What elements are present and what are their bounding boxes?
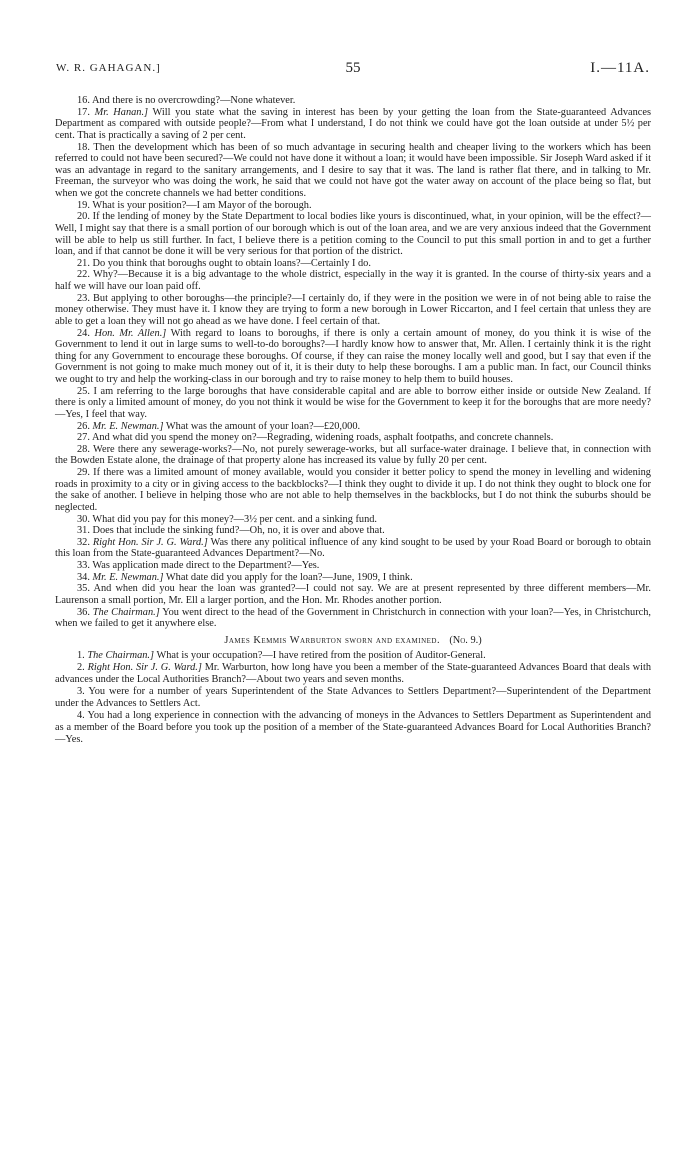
question-number: 22. — [77, 269, 90, 281]
speaker-name: The Chairman.] — [87, 650, 155, 662]
question-text: What was the amount of your loan?—£20,000. — [165, 420, 361, 432]
witness-heading-text: sworn and examined. — [345, 634, 441, 646]
question-text: Will you state what the saving in interest has been by your getting the loan from the State-guaranteed Advances Department as compared with outside people?—From what I understand, I do not think we could have got the loan outside at under 5½ per cent. That is practically a saving of 2 per cent. — [55, 106, 651, 141]
question-paragraph — [55, 710, 651, 746]
question-paragraph — [55, 537, 651, 560]
witness-heading-name: James Kemmis Warburton — [224, 634, 342, 646]
question-paragraph — [55, 662, 651, 686]
question-text: Was application made direct to the Department?—Yes. — [92, 560, 320, 571]
question-paragraph — [55, 686, 651, 710]
evidence-body — [55, 95, 651, 746]
question-text: Mr. Warburton, how long have you been a member of the State-guaranteed Advances Board that deals with advances under the Local Authorities Branch?—About two years and seven months. — [55, 662, 651, 686]
question-text: But applying to other boroughs—the principle?—I certainly do, if they were in the position we were in of not being able to raise the money otherwise. They must have it. I know they are trying to form a new borough in Lower Riccarton, and I feel certain that unless they are able to get a loan they will not go ahead as we have done. I feel certain of that. — [55, 292, 651, 327]
question-number: 30. — [77, 513, 90, 525]
question-text: You had a long experience in connection with the advancing of moneys in the Advances to Settlers Department as Superintendent and as a member of the Board before you took up the position of a member of the State-guaranteed Advances Board for Local Authorities Branch?—Yes. — [55, 709, 652, 745]
question-text: Do you think that boroughs ought to obtain loans?—Certainly I do. — [92, 257, 371, 269]
question-paragraph — [55, 560, 651, 572]
speaker-name: The Chairman.] — [92, 606, 160, 618]
question-paragraph — [55, 258, 651, 270]
question-paragraph — [55, 386, 651, 421]
question-paragraph — [55, 432, 651, 444]
page-number: 55 — [345, 60, 361, 76]
speaker-name: Mr. Hanan.] — [94, 106, 149, 118]
question-text: What is your occupation?—I have retired from the position of Auditor-General. — [156, 650, 486, 662]
question-number: 32. — [77, 536, 90, 548]
question-number: 2. — [77, 662, 85, 674]
question-text: What is your position?—I am Mayor of the borough. — [92, 199, 312, 211]
witness-heading-number: (No. 9.) — [449, 634, 482, 646]
question-number: 24. — [77, 327, 90, 339]
question-text: I am referring to the large boroughs that have considerable capital and are able to borrow either inside or outside New Zealand. If there is only a limited amount of money, do you not think it would be wise for the Government to keep it for the boroughs that are more needy?—Yes, I feel that way. — [55, 385, 651, 420]
question-number: 18. — [77, 141, 90, 153]
witness-heading — [55, 635, 651, 647]
question-number: 28. — [77, 443, 90, 455]
question-number: 25. — [77, 385, 90, 397]
question-text: What did you pay for this money?—3½ per cent. and a sinking fund. — [92, 513, 378, 525]
question-number: 31. — [77, 525, 90, 537]
question-number: 29. — [77, 467, 90, 478]
question-number: 35. — [77, 583, 90, 595]
question-paragraph — [55, 572, 651, 584]
question-text: And what did you spend the money on?—Regrading, widening roads, asphalt footpaths, and concrete channels. — [91, 432, 554, 444]
question-paragraph — [55, 269, 651, 292]
question-paragraph — [55, 211, 651, 258]
warburton-questions — [55, 650, 651, 745]
question-number: 34. — [77, 571, 90, 583]
question-number: 26. — [77, 420, 90, 432]
question-paragraph — [55, 467, 651, 514]
question-text: You went direct to the head of the Government in Christchurch in connection with your loan?—Yes, in Christchurch, when we failed to get it anywhere else. — [55, 606, 651, 630]
question-number: 19. — [77, 199, 90, 211]
question-number: 27. — [77, 432, 90, 444]
question-text: Were there any sewerage-works?—No, not purely sewerage-works, but all surface-water drainage. I believe that, in connection with the Bowden Estate alone, the drainage of that property alone has increased its value by fully 20 per cent. — [55, 443, 651, 467]
question-paragraph — [55, 650, 651, 662]
speaker-name: Mr. E. Newman.] — [92, 571, 164, 583]
question-text: And when did you hear the loan was granted?—I could not say. We are at present represented by three different members—Mr. Laurenson a small portion, Mr. Ell a larger portion, and the Hon. Mr. Rhodes another portion. — [55, 583, 651, 606]
question-paragraph — [55, 444, 651, 467]
question-text: What date did you apply for the loan?—June, 1909, I think. — [165, 571, 413, 583]
question-number: 16. — [77, 95, 90, 106]
question-number: 33. — [77, 560, 90, 571]
question-number: 4. — [77, 709, 85, 721]
evidence-questions — [55, 95, 651, 630]
question-text: You were for a number of years Superintendent of the State Advances to Settlers Department?—Superintendent of the Department under the Advances to Settlers Act. — [55, 686, 651, 709]
witness-name: W. R. GAHAGAN.] — [56, 62, 161, 74]
question-paragraph — [55, 514, 651, 526]
paper-reference: I.—11A. — [590, 60, 650, 76]
question-paragraph — [55, 583, 651, 606]
speaker-name: Mr. E. Newman.] — [92, 420, 164, 432]
question-text: Does that include the sinking fund?—Oh, no, it is over and above that. — [92, 525, 385, 537]
question-paragraph — [55, 200, 651, 212]
question-number: 23. — [77, 292, 90, 304]
question-paragraph — [55, 142, 651, 200]
page-header — [56, 60, 650, 80]
question-number: 21. — [77, 257, 90, 269]
question-paragraph — [55, 525, 651, 537]
question-number: 36. — [77, 606, 90, 618]
question-text: If there was a limited amount of money available, would you consider it better policy to spend the money in levelling and widening roads in proximity to a city or in giving access to the backblocks?—I think they ought to divide it up. I do not think they ought to block one for the sake of another. I believe in helping those who are not able to help themselves in the backblocks, but I do not think the suburbs should be neglected. — [55, 467, 651, 513]
question-number: 17. — [77, 106, 90, 118]
question-text: With regard to loans to boroughs, if there is only a certain amount of money, do you think it is wise of the Government to lend it out in large sums to well-to-do boroughs?—I hardly know how to answer that, Mr. Allen. I certainly think it is the right thing for any Government to encourage these boroughs. Of course, if they can raise the money locally well and good, but I say that even if the Government is not going to make much money out of it, it is their duty to help these boroughs. I am a public man. In fact, our Council thinks we ought to try and help the working-class in our borough and try to raise money to help them to build houses. — [55, 327, 651, 385]
question-paragraph — [55, 293, 651, 328]
question-paragraph — [55, 95, 651, 107]
question-text: Was there any political influence of any kind sought to be used by your Road Board or borough to obtain this loan from the State-guaranteed Advances Department?—No. — [55, 536, 652, 560]
question-number: 20. — [77, 211, 90, 223]
question-paragraph — [55, 421, 651, 433]
question-text: If the lending of money by the State Department to local bodies like yours is discontinued, what, in your opinion, will be the effect?—Well, I might say that there is a small portion of our borough which is out of the loan area, and we are very anxious indeed that the Government will be able to help us still further. In fact, I believe there is a petition coming to the Council to put this small portion in and to get a further loan, and if that cannot be done it will be very serious for that portion of the district. — [55, 211, 651, 258]
speaker-name: Hon. Mr. Allen.] — [94, 327, 167, 339]
speaker-name: Right Hon. Sir J. G. Ward.] — [87, 662, 202, 674]
question-number: 3. — [77, 686, 85, 698]
question-paragraph — [55, 107, 651, 142]
question-text: And there is no overcrowding?—None whatever. — [91, 95, 296, 106]
question-text: Why?—Because it is a big advantage to the whole district, especially in the way it is granted. In the course of thirty-six years and a half we will have our loan paid off. — [55, 269, 651, 292]
question-text: Then the development which has been of so much advantage in securing health and cheaper living to the workers which has been referred to could not have been secured?—We could not have done it without a loan; it would have been impossible. Sir Joseph Ward asked if it was an advantage in regard to the sanitary arrangements, and I desire to say that it was. The land is rather flat there, and in talking to Mr. Freeman, the surveyor who was doing the work, he said that we could not have got the water away on account of the place being so flat, but when we got the concrete channels we had better conditions. — [55, 141, 651, 199]
question-paragraph — [55, 328, 651, 386]
question-paragraph — [55, 607, 651, 630]
speaker-name: Right Hon. Sir J. G. Ward.] — [92, 536, 208, 548]
question-number: 1. — [77, 650, 85, 662]
